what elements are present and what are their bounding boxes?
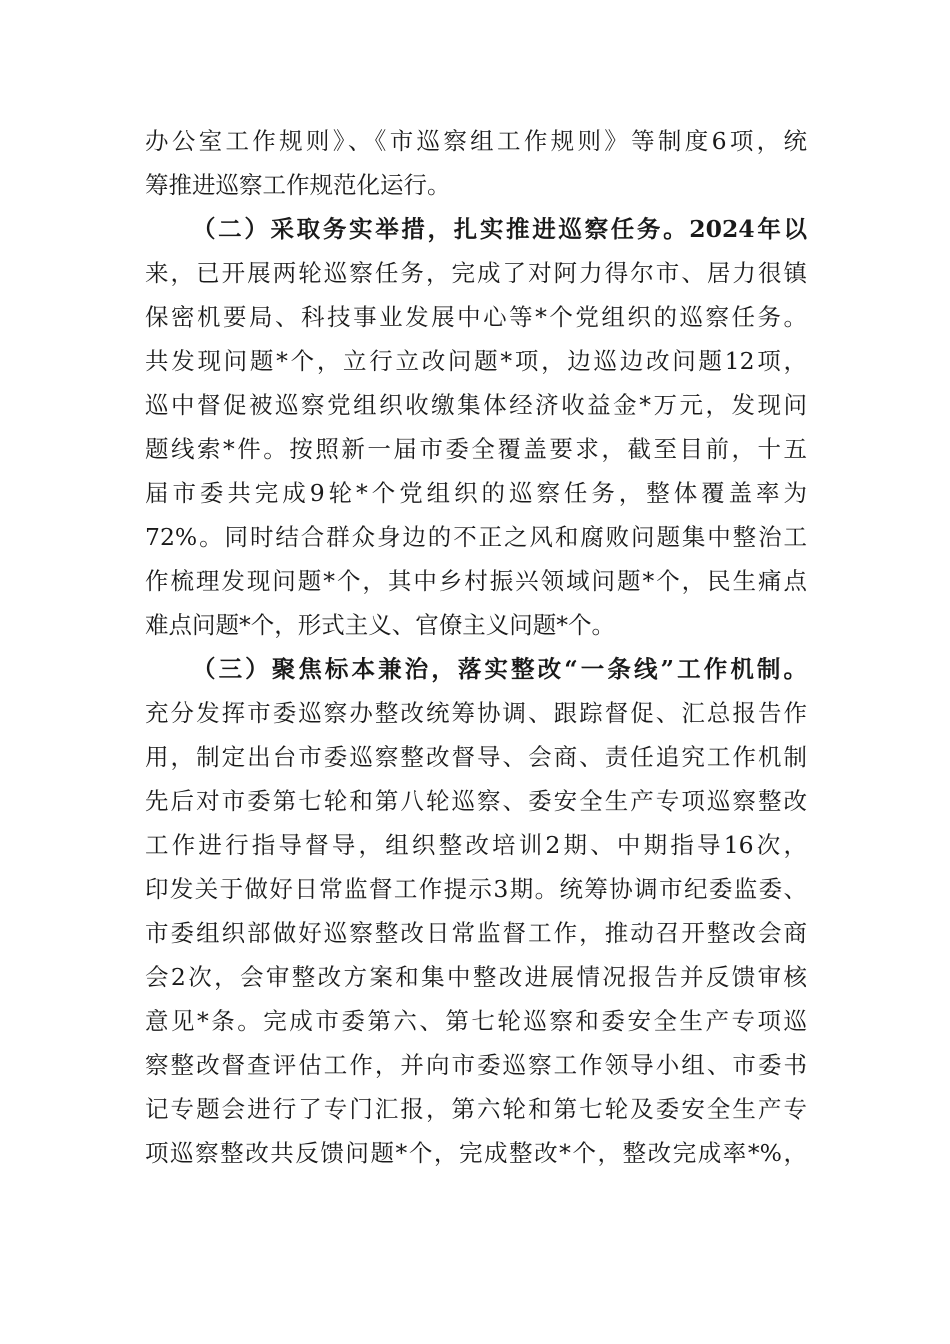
text-line: 用，制定出台市委巡察整改督导、会商、责任追究工作机制 xyxy=(145,743,807,771)
text-line: 共发现问题*个，立行立改问题*项，边巡边改问题12项， xyxy=(145,347,807,375)
section-heading-2: （二）采取务实举措，扎实推进巡察任务。2024年以 xyxy=(192,215,807,243)
text-line: 工作进行指导督导，组织整改培训2期、中期指导16次， xyxy=(145,831,807,859)
section-heading-3: （三）聚焦标本兼治，落实整改“一条线”工作机制。 xyxy=(192,655,807,683)
text-line: 项巡察整改共反馈问题*个，完成整改*个，整改完成率*%， xyxy=(145,1139,807,1167)
text-line: 意见*条。完成市委第六、第七轮巡察和委安全生产专项巡 xyxy=(145,1007,807,1035)
text-line: 先后对市委第七轮和第八轮巡察、委安全生产专项巡察整改 xyxy=(145,787,807,815)
text-line: 巡中督促被巡察党组织收缴集体经济收益金*万元，发现问 xyxy=(145,391,807,419)
text-line: 市委组织部做好巡察整改日常监督工作，推动召开整改会商 xyxy=(145,919,807,947)
text-line: 作梳理发现问题*个，其中乡村振兴领域问题*个，民生痛点 xyxy=(145,567,807,595)
text-line: 充分发挥市委巡察办整改统筹协调、跟踪督促、汇总报告作 xyxy=(145,699,807,727)
text-line: 印发关于做好日常监督工作提示3期。统筹协调市纪委监委、 xyxy=(145,875,807,903)
text-line: 届市委共完成9轮*个党组织的巡察任务，整体覆盖率为 xyxy=(145,479,807,507)
text-line: 记专题会进行了专门汇报，第六轮和第七轮及委安全生产专 xyxy=(145,1095,807,1123)
text-line: 72%。同时结合群众身边的不正之风和腐败问题集中整治工 xyxy=(145,523,807,551)
text-line: 题线索*件。按照新一届市委全覆盖要求，截至目前，十五 xyxy=(145,435,807,463)
text-line: 会2次，会审整改方案和集中整改进展情况报告并反馈审核 xyxy=(145,963,807,991)
text-line: 难点问题*个，形式主义、官僚主义问题*个。 xyxy=(145,611,615,639)
text-line: 察整改督查评估工作，并向市委巡察工作领导小组、市委书 xyxy=(145,1051,807,1079)
text-line: 保密机要局、科技事业发展中心等*个党组织的巡察任务。 xyxy=(145,303,807,331)
text-line: 来，已开展两轮巡察任务，完成了对阿力得尔市、居力很镇 xyxy=(145,259,807,287)
text-line: 办公室工作规则》、《市巡察组工作规则》等制度6项，统 xyxy=(145,127,807,155)
text-line: 筹推进巡察工作规范化运行。 xyxy=(145,171,451,199)
